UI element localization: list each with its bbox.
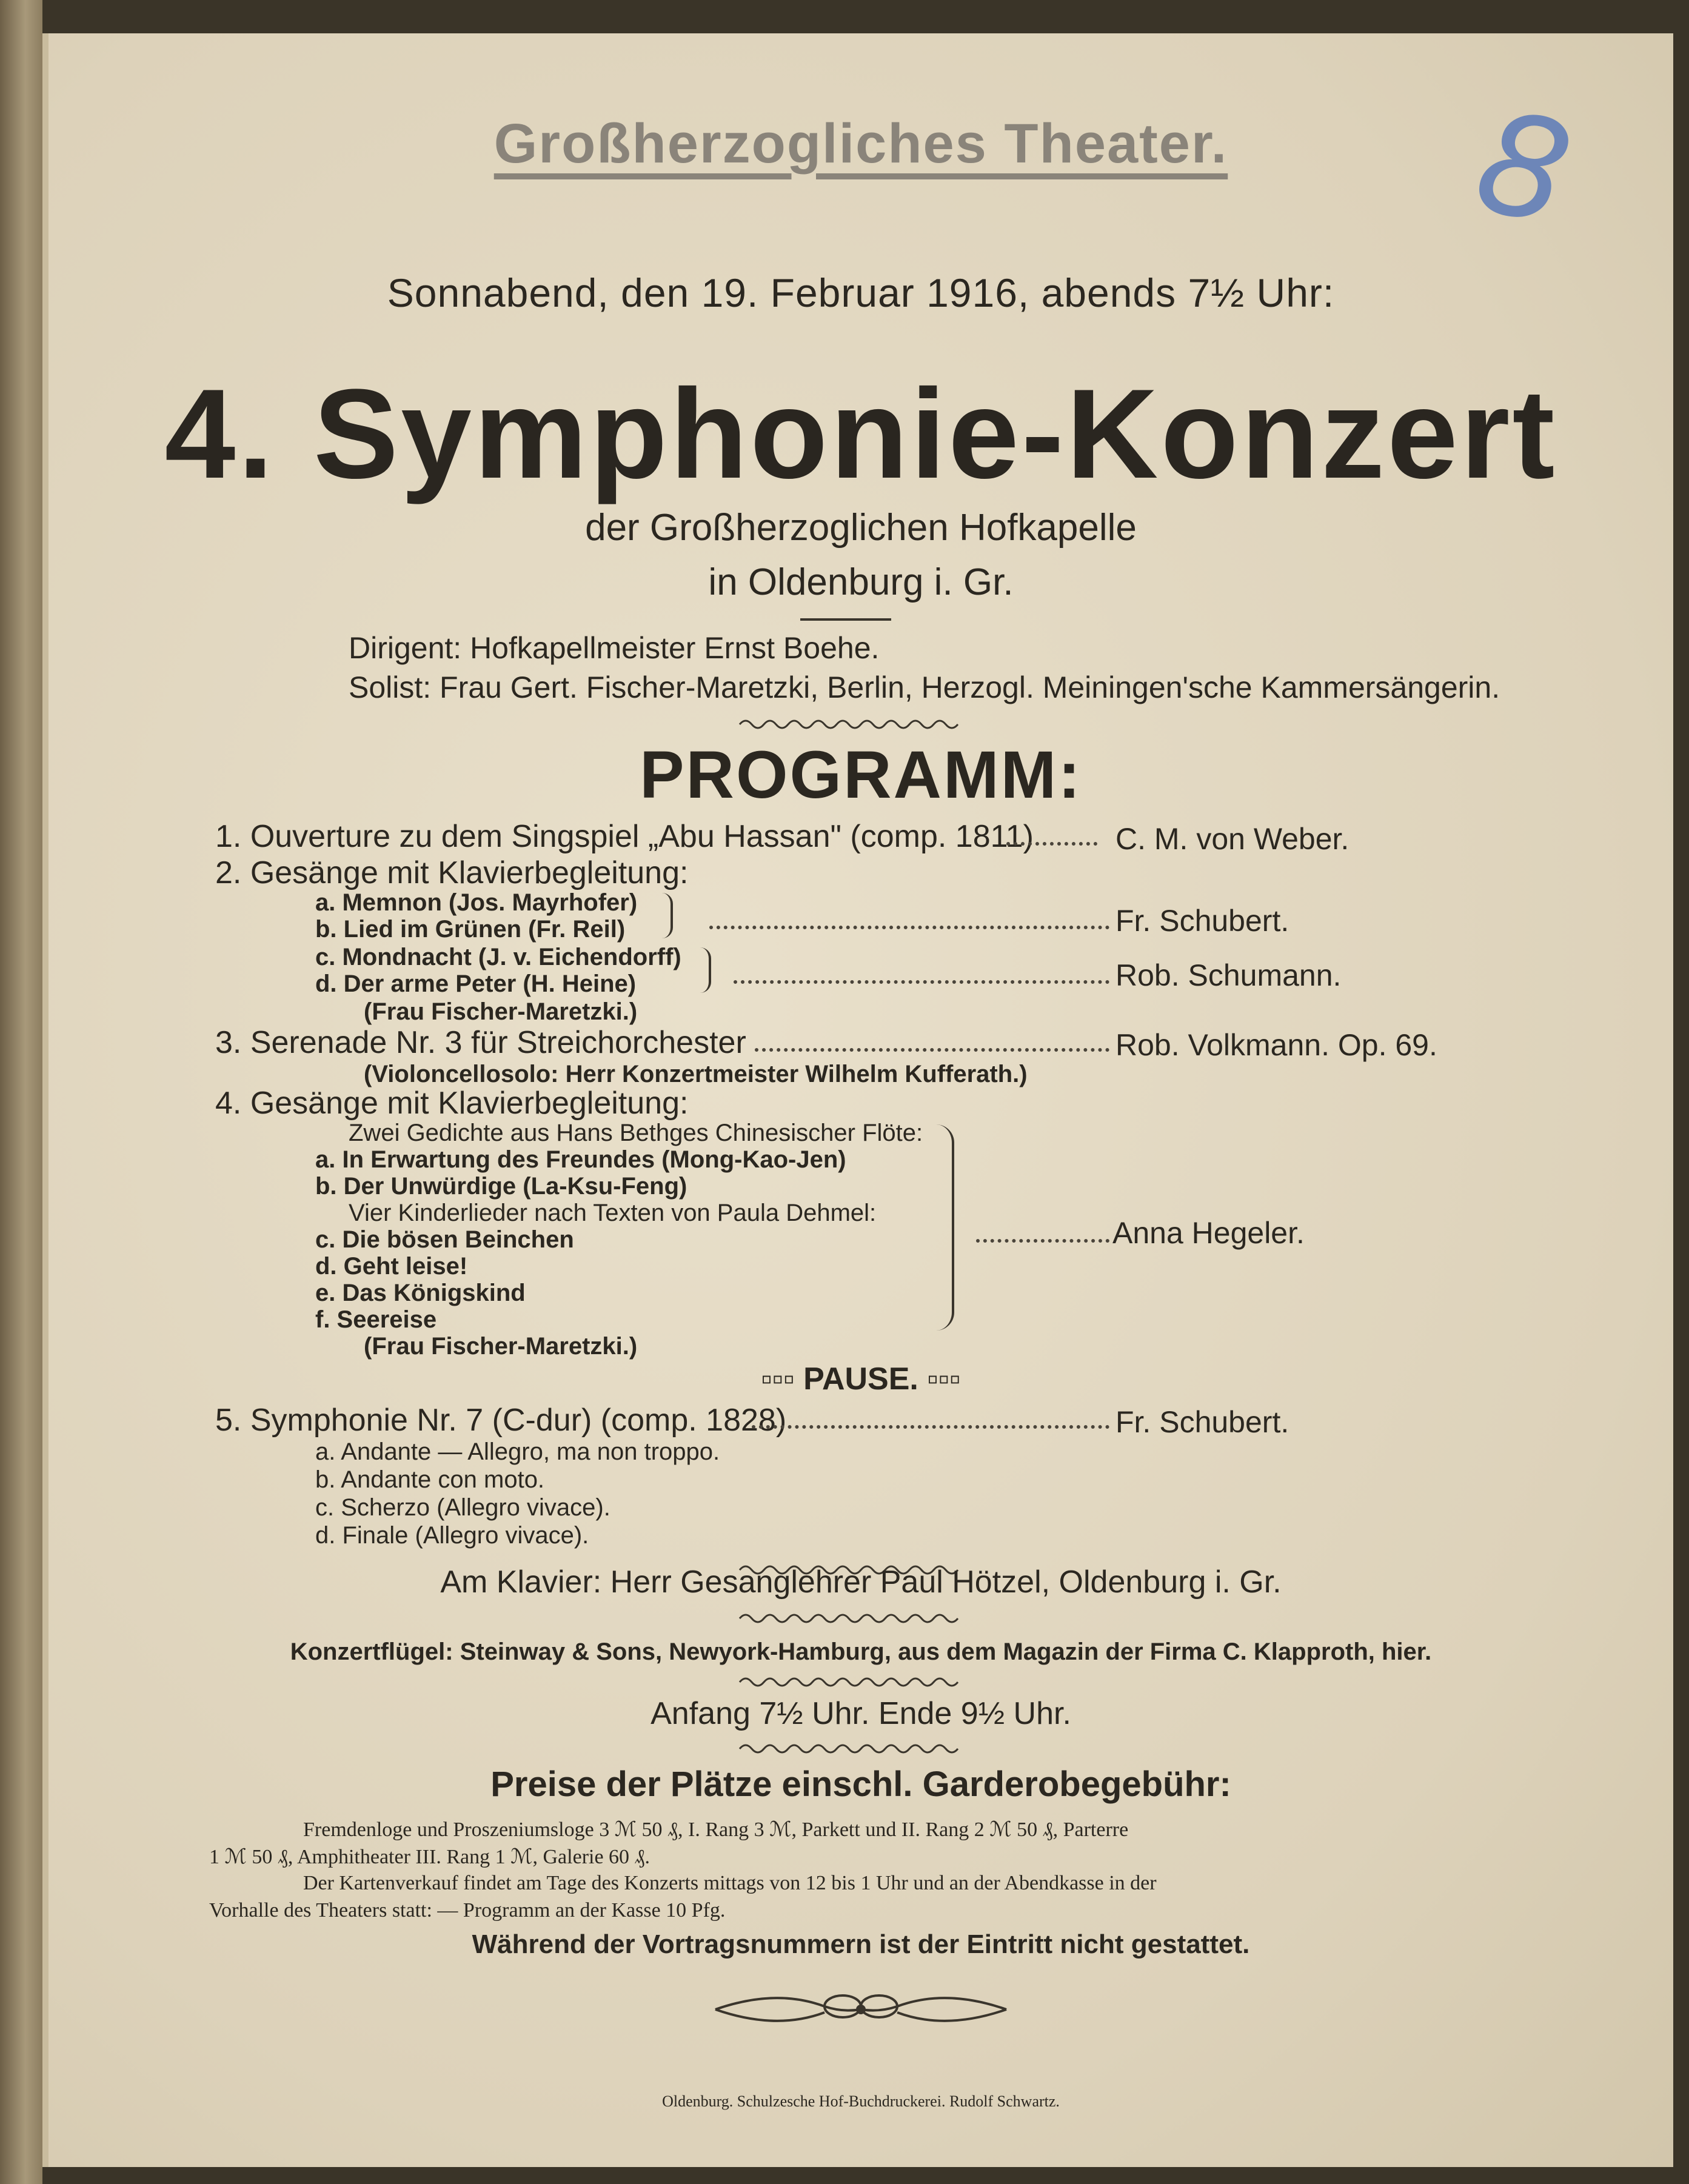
program-item-5: 5. Symphonie Nr. 7 (C-dur) (comp. 1828) (215, 1403, 787, 1438)
soloist-line: Solist: Frau Gert. Fischer-Maretzki, Berlin, Herzogl. Meiningen'sche Kammersängerin. (349, 670, 1500, 704)
composer-2ab: Fr. Schubert. (1115, 904, 1289, 938)
date-line: Sonnabend, den 19. Februar 1916, abends 7½ Uhr: (387, 270, 1335, 315)
composer-1: C. M. von Weber. (1115, 822, 1350, 856)
printer-imprint: Oldenburg. Schulzesche Hof-Buchdruckerei. Rudolf Schwartz. (662, 2092, 1060, 2110)
song-4a: a. In Erwartung des Freundes (Mong-Kao-Jen) (315, 1146, 846, 1173)
large-brace (928, 1124, 954, 1331)
song-2b: b. Lied im Grünen (Fr. Reil) (315, 916, 626, 943)
conductor-line: Dirigent: Hofkapellmeister Ernst Boehe. (349, 631, 880, 665)
brace (662, 893, 673, 938)
song-2a: a. Memnon (Jos. Mayrhofer) (315, 889, 638, 916)
concert-title: 4. Symphonie-Konzert (164, 362, 1557, 505)
composer-2cd: Rob. Schumann. (1115, 958, 1342, 992)
program-item-4: 4. Gesänge mit Klavierbegleitung: (215, 1086, 689, 1121)
leader-dots (976, 1237, 1109, 1243)
performer-4: (Frau Fischer-Maretzki.) (364, 1333, 638, 1360)
leader-dots (1006, 840, 1097, 846)
orchestra-line: der Großherzoglichen Hofkapelle (585, 507, 1137, 549)
composer-3: Rob. Volkmann. Op. 69. (1115, 1028, 1437, 1062)
sale-line-2: Vorhalle des Theaters statt: — Programm an der Kasse 10 Pfg. (209, 1899, 726, 1922)
movement-5d: d. Finale (Allegro vivace). (315, 1522, 589, 1549)
program-item-2: 2. Gesänge mit Klavierbegleitung: (215, 855, 689, 890)
movement-5c: c. Scherzo (Allegro vivace). (315, 1494, 610, 1521)
book-binding (0, 0, 42, 2184)
intro-4-chinese: Zwei Gedichte aus Hans Bethges Chinesischer Flöte: (349, 1120, 923, 1146)
prices-line-1: Fremdenloge und Proszeniumsloge 3 ℳ 50 ₰, I. Rang 3 ℳ, Parkett und II. Rang 2 ℳ 50 ₰, Parterre (303, 1818, 1129, 1841)
intro-4-kinder: Vier Kinderlieder nach Texten von Paula Dehmel: (349, 1200, 877, 1226)
leader-dots (734, 978, 1109, 984)
program-item-1: 1. Ouverture zu dem Singspiel „Abu Hassan" (comp. 1811) (215, 819, 1034, 854)
prices-heading: Preise der Plätze einschl. Garderobegebühr: (490, 1765, 1231, 1804)
city-line: in Oldenburg i. Gr. (708, 561, 1014, 603)
sale-line-1: Der Kartenverkauf findet am Tage des Konzerts mittags von 12 bis 1 Uhr und an der Abendkasse in der (303, 1872, 1157, 1894)
program-item-3: 3. Serenade Nr. 3 für Streichorchester (215, 1025, 746, 1060)
song-4c: c. Die bösen Beinchen (315, 1226, 574, 1253)
song-4b: b. Der Unwürdige (La-Ksu-Feng) (315, 1173, 687, 1200)
wave-ornament-5 (48, 1740, 1673, 1758)
movement-5b: b. Andante con moto. (315, 1466, 545, 1493)
composer-5: Fr. Schubert. (1115, 1405, 1289, 1439)
song-2d: d. Der arme Peter (H. Heine) (315, 970, 637, 997)
leader-dots (755, 1046, 1109, 1052)
wave-ornament-1 (48, 715, 1673, 733)
divider-rule (800, 618, 891, 621)
piano-accompanist: Am Klavier: Herr Gesanglehrer Paul Hötzel, Oldenburg i. Gr. (440, 1565, 1282, 1600)
prices-line-2: 1 ℳ 50 ₰, Amphitheater III. Rang 1 ℳ, Galerie 60 ₰. (209, 1846, 651, 1868)
theater-title: Großherzogliches Theater. (493, 113, 1228, 175)
leader-dots (709, 923, 1109, 929)
programm-heading: PROGRAMM: (640, 738, 1082, 812)
song-4e: e. Das Königskind (315, 1280, 526, 1306)
wave-ornament-4 (48, 1673, 1673, 1691)
concert-piano-note: Konzertflügel: Steinway & Sons, Newyork-Hamburg, aus dem Magazin der Firma C. Klapproth, hier. (290, 1638, 1432, 1665)
performer-2: (Frau Fischer-Maretzki.) (364, 998, 638, 1025)
movement-5a: a. Andante — Allegro, ma non troppo. (315, 1438, 720, 1465)
handwritten-number: 8 (1463, 80, 1584, 258)
composer-4: Anna Hegeler. (1112, 1216, 1305, 1250)
entry-notice: Während der Vortragsnummern ist der Eintritt nicht gestattet. (472, 1929, 1250, 1959)
ribbon-bow-ornament (703, 1982, 1018, 2037)
program-sheet (42, 33, 1673, 2167)
leader-dots (752, 1423, 1109, 1429)
wave-ornament-3 (48, 1609, 1673, 1628)
brace (700, 947, 711, 993)
song-4d: d. Geht leise! (315, 1253, 468, 1280)
start-end-times: Anfang 7½ Uhr. Ende 9½ Uhr. (651, 1696, 1071, 1731)
song-4f: f. Seereise (315, 1306, 437, 1333)
pause-label: ▫▫▫ PAUSE. ▫▫▫ (761, 1361, 961, 1397)
song-2c: c. Mondnacht (J. v. Eichendorff) (315, 944, 681, 970)
note-3: (Violoncellosolo: Herr Konzertmeister Wilhelm Kufferath.) (364, 1061, 1028, 1087)
